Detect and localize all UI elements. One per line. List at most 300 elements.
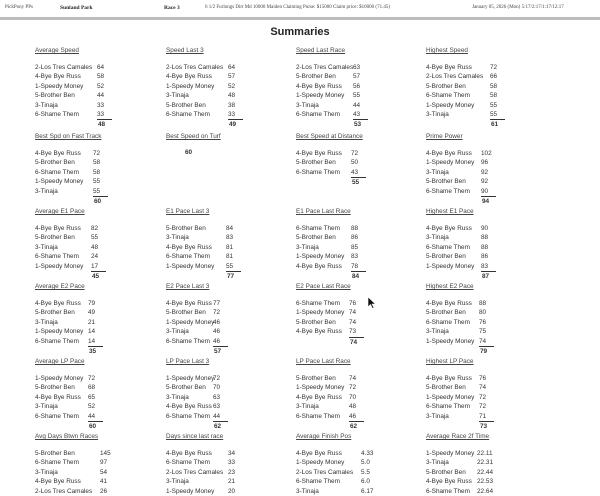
list-item	[35, 402, 163, 411]
block-title: E2 Pace Last 3	[166, 283, 210, 290]
horse-name: 6-Shame Them	[426, 403, 470, 411]
horse-value: 44	[88, 412, 96, 420]
horse-name: 6-Shame Them	[35, 253, 79, 261]
horse-value: 14	[88, 328, 96, 336]
horse-value: 90	[481, 187, 489, 195]
list-item	[35, 393, 163, 402]
horse-name: 4-Bye Bye Russ	[35, 73, 81, 81]
horse-name: 4-Bye Bye Russ	[35, 478, 81, 486]
list-item	[426, 412, 554, 421]
summary-block	[296, 132, 424, 186]
horse-name: 5-Brother Ben	[35, 92, 75, 100]
list-item	[35, 110, 163, 119]
horse-name: 4-Bye Bye Russ	[35, 393, 81, 401]
list-item	[35, 72, 163, 81]
horse-value: 77	[213, 300, 221, 307]
horse-name: 4-Bye Bye Russ	[166, 300, 212, 307]
horse-name: 4-Bye Bye Russ	[296, 393, 342, 401]
list-item	[166, 262, 294, 271]
list-item	[296, 383, 424, 392]
list-item	[296, 82, 424, 91]
summary-block	[166, 357, 294, 430]
list-item	[35, 177, 163, 186]
summary-block	[426, 46, 554, 128]
horse-value: 22.44	[477, 468, 493, 476]
horse-name: 3-Tinaja	[35, 468, 58, 476]
horse-value: 92	[481, 168, 489, 176]
summary-block	[426, 207, 554, 280]
horse-name: 1-Speedy Money	[296, 92, 345, 100]
horse-name: 4-Bye Bye Russ	[426, 300, 472, 307]
horse-value: 70	[213, 384, 221, 392]
horse-value: 64	[97, 64, 105, 71]
horse-name: 1-Speedy Money	[426, 262, 475, 270]
list-item	[296, 252, 424, 261]
list-item	[296, 110, 424, 119]
horse-value: 75	[479, 328, 487, 336]
list-item	[166, 327, 294, 336]
list-item	[426, 177, 554, 186]
list-item	[166, 477, 294, 486]
list-item	[426, 487, 554, 496]
block-title: Highest E2 Pace	[426, 283, 474, 290]
list-item	[35, 63, 163, 72]
horse-name: 5-Brother Ben	[426, 309, 466, 317]
list-item	[426, 449, 554, 458]
horse-value: 33	[97, 101, 105, 109]
list-item	[296, 449, 424, 458]
summary-block	[296, 282, 424, 346]
list-item	[166, 458, 294, 467]
list-item	[296, 299, 424, 308]
list-item	[426, 110, 554, 119]
horse-name: 6-Shame Them	[426, 243, 470, 251]
horse-name: 3-Tinaja	[296, 243, 319, 251]
block-title: Average Speed	[35, 47, 79, 54]
horse-value: 76	[479, 375, 487, 382]
horse-name: 4-Bye Bye Russ	[426, 225, 472, 232]
list-item	[166, 308, 294, 317]
summary-block	[296, 357, 424, 430]
horse-value: 97	[100, 459, 108, 467]
horse-name: 2-Los Tres Camales	[35, 487, 93, 495]
summary-block	[166, 432, 294, 496]
horse-value: 80	[479, 309, 487, 317]
horse-name: 3-Tinaja	[166, 393, 189, 401]
horse-name: 3-Tinaja	[296, 487, 319, 495]
horse-value: 52	[97, 82, 105, 90]
list-item	[426, 383, 554, 392]
horse-name: 4-Bye Bye Russ	[296, 82, 342, 90]
horse-name: 4-Bye Bye Russ	[35, 300, 81, 307]
horse-name: 5-Brother Ben	[35, 159, 75, 167]
block-average	[426, 271, 554, 280]
horse-value: 14	[88, 337, 96, 345]
list-item	[296, 318, 424, 327]
block-title: LP Pace Last Race	[296, 358, 351, 365]
summary-block	[296, 432, 424, 496]
horse-name: 5-Brother Ben	[166, 225, 206, 232]
list-item	[35, 101, 163, 110]
horse-name: 1-Speedy Money	[296, 309, 345, 317]
horse-name: 6-Shame Them	[426, 487, 470, 495]
horse-value: 63	[213, 403, 221, 411]
list-item	[296, 402, 424, 411]
horse-value: 74	[479, 384, 487, 392]
horse-name: 3-Tinaja	[35, 187, 58, 195]
list-item	[166, 393, 294, 402]
horse-value: 33	[228, 459, 236, 467]
block-title: Prime Power	[426, 133, 463, 140]
list-item	[35, 374, 163, 383]
horse-name: 4-Bye Bye Russ	[166, 243, 212, 251]
horse-name: 1-Speedy Money	[35, 375, 84, 382]
list-item	[166, 449, 294, 458]
horse-name: 1-Speedy Money	[426, 393, 475, 401]
horse-value: 72	[93, 150, 101, 157]
horse-value: 88	[481, 243, 489, 251]
block-title: E2 Pace Last Race	[296, 283, 351, 290]
list-item	[166, 374, 294, 383]
summary-block	[426, 432, 554, 496]
horse-value: 76	[349, 300, 357, 307]
horse-value: 72	[479, 403, 487, 411]
list-item	[166, 82, 294, 91]
average-value: 57	[213, 346, 228, 355]
horse-name: 1-Speedy Money	[426, 450, 475, 457]
list-item	[296, 168, 424, 177]
horse-value: 50	[351, 159, 359, 167]
list-item	[296, 393, 424, 402]
list-item	[296, 468, 424, 477]
list-item	[296, 243, 424, 252]
block-average	[296, 421, 424, 430]
average-value: 62	[349, 421, 364, 430]
horse-value: 57	[353, 73, 361, 81]
block-title: Average E1 Pace	[35, 208, 85, 215]
summary-block	[426, 132, 554, 205]
horse-value: 72	[479, 393, 487, 401]
horse-value: 74	[479, 337, 487, 345]
horse-value: 70	[349, 393, 357, 401]
horse-name: 3-Tinaja	[426, 328, 449, 336]
list-item	[426, 91, 554, 100]
summary-block	[426, 282, 554, 355]
horse-value: 48	[91, 243, 99, 251]
average-value: 61	[490, 119, 505, 128]
block-average	[35, 119, 163, 128]
horse-name: 1-Speedy Money	[35, 262, 84, 270]
list-item	[35, 308, 163, 317]
block-average	[166, 271, 294, 280]
average-value: 55	[351, 177, 366, 186]
list-item	[35, 477, 163, 486]
horse-value: 72	[213, 375, 221, 382]
block-average	[166, 346, 294, 355]
average-value: 73	[479, 421, 494, 430]
page-title: Summaries	[270, 26, 330, 38]
horse-value: 74	[349, 309, 357, 317]
list-item	[35, 233, 163, 242]
average-value: 84	[351, 271, 366, 280]
average-value: 94	[481, 196, 496, 205]
block-average	[166, 421, 294, 430]
horse-name: 2-Los Tres Camales	[296, 468, 354, 476]
horse-value: 33	[228, 110, 236, 118]
average-value: 35	[88, 346, 103, 355]
horse-value: 52	[228, 82, 236, 90]
horse-name: 2-Los Tres Camales	[426, 73, 484, 81]
list-item	[426, 468, 554, 477]
horse-value: 54	[100, 468, 108, 476]
horse-name: 2-Los Tres Camales	[296, 64, 354, 71]
horse-name: 4-Bye Bye Russ	[166, 450, 212, 457]
list-item	[296, 233, 424, 242]
horse-value: 46	[213, 337, 221, 345]
horse-value: 22.64	[477, 487, 493, 495]
horse-name: 6-Shame Them	[296, 412, 340, 420]
horse-name: 5-Brother Ben	[35, 450, 75, 457]
horse-value: 90	[481, 225, 489, 232]
horse-value: 72	[349, 384, 357, 392]
horse-name: 6-Shame Them	[35, 110, 79, 118]
horse-name: 3-Tinaja	[166, 328, 189, 336]
list-item	[35, 383, 163, 392]
horse-value: 44	[353, 101, 361, 109]
horse-name: 6-Shame Them	[426, 318, 470, 326]
list-item	[166, 383, 294, 392]
list-item	[35, 299, 163, 308]
horse-name: 1-Speedy Money	[426, 159, 475, 167]
horse-name: 6-Shame Them	[296, 168, 340, 176]
horse-name: 4-Bye Bye Russ	[166, 73, 212, 81]
block-title: Best Spd on Fast Track	[35, 133, 102, 140]
block-average	[35, 271, 163, 280]
list-item	[35, 487, 163, 496]
horse-value: 55	[226, 262, 234, 270]
horse-name: 6-Shame Them	[166, 253, 210, 261]
list-item	[35, 187, 163, 196]
horse-name: 5-Brother Ben	[426, 82, 466, 90]
list-item	[296, 374, 424, 383]
block-title: Speed Last Race	[296, 47, 346, 54]
horse-value: 46	[213, 318, 221, 326]
block-title: E1 Pace Last 3	[166, 208, 210, 215]
list-item	[166, 91, 294, 100]
summary-block	[35, 132, 163, 205]
horse-name: 1-Speedy Money	[296, 459, 345, 467]
horse-name: 4-Bye Bye Russ	[426, 375, 472, 382]
list-item	[166, 63, 294, 72]
horse-name: 5-Brother Ben	[35, 384, 75, 392]
horse-name: 3-Tinaja	[35, 101, 58, 109]
horse-name: 5-Brother Ben	[426, 468, 466, 476]
horse-name: 6-Shame Them	[296, 478, 340, 486]
horse-name: 3-Tinaja	[166, 92, 189, 100]
horse-name: 1-Speedy Money	[166, 262, 215, 270]
horse-value: 65	[88, 393, 96, 401]
horse-value: 72	[88, 375, 96, 382]
average-value: 49	[228, 119, 243, 128]
list-item	[296, 91, 424, 100]
mouse-cursor-icon	[368, 297, 376, 309]
horse-name: 5-Brother Ben	[426, 384, 466, 392]
summary-block	[35, 432, 163, 496]
race-conditions: 6 1/2 Furlongs Dirt Md 10000 Maiden Claiming Purse: $15000 Claim price: $10000 (71.45)	[205, 5, 390, 10]
list-item	[166, 110, 294, 119]
horse-value: 86	[351, 234, 359, 242]
average-value: 74	[349, 337, 364, 346]
horse-value: 44	[97, 92, 105, 100]
horse-name: 5-Brother Ben	[296, 73, 336, 81]
summary-block	[166, 132, 294, 156]
horse-name: 6-Shame Them	[426, 92, 470, 100]
list-item	[35, 327, 163, 336]
horse-name: 3-Tinaja	[426, 234, 449, 242]
horse-name: 1-Speedy Money	[296, 384, 345, 392]
summary-block	[35, 282, 163, 355]
block-title: Average E2 Pace	[35, 283, 85, 290]
horse-name: 4-Bye Bye Russ	[35, 225, 81, 232]
horse-name: 5-Brother Ben	[166, 384, 206, 392]
average-value: 87	[481, 271, 496, 280]
list-item	[166, 72, 294, 81]
horse-value: 71	[479, 412, 487, 420]
horse-value: 58	[97, 73, 105, 81]
horse-value: 6.17	[361, 487, 374, 495]
list-item	[35, 468, 163, 477]
horse-value: 38	[228, 101, 236, 109]
block-title: Days since last race	[166, 433, 224, 440]
horse-name: 5-Brother Ben	[296, 318, 336, 326]
horse-value: 82	[91, 225, 99, 232]
horse-name: 3-Tinaja	[35, 403, 58, 411]
horse-value: 88	[479, 300, 487, 307]
horse-name: 6-Shame Them	[35, 337, 79, 345]
horse-value: 58	[93, 168, 101, 176]
average-value: 53	[353, 119, 368, 128]
horse-value: 43	[353, 110, 361, 118]
block-title: E1 Pace Last Race	[296, 208, 351, 215]
list-item	[35, 82, 163, 91]
summary-block	[166, 46, 294, 128]
list-item	[166, 243, 294, 252]
horse-value: 76	[479, 318, 487, 326]
block-title: Best Speed at Distance	[296, 133, 363, 140]
horse-name: 1-Speedy Money	[35, 82, 84, 90]
block-average	[35, 346, 163, 355]
horse-value: 102	[481, 150, 492, 157]
horse-value: 21	[228, 478, 236, 486]
horse-name: 6-Shame Them	[166, 459, 210, 467]
list-item	[35, 449, 163, 458]
list-item	[296, 412, 424, 421]
list-item	[426, 402, 554, 411]
block-title: Average LP Pace	[35, 358, 85, 365]
block-average	[296, 177, 424, 186]
race-date: January 05, 2026 (Mon) 5:17/2:17/1:17/12:17	[472, 5, 564, 10]
list-item	[426, 374, 554, 383]
list-item	[35, 224, 163, 233]
summary-block	[35, 207, 163, 280]
list-item	[296, 262, 424, 271]
horse-name: 6-Shame Them	[426, 187, 470, 195]
list-item	[426, 299, 554, 308]
summary-block	[296, 207, 424, 280]
horse-value: 72	[351, 150, 359, 157]
track-name: Sunland Park	[60, 5, 93, 11]
horse-name: 5-Brother Ben	[296, 159, 336, 167]
horse-value: 66	[490, 73, 498, 81]
horse-name: 5-Brother Ben	[166, 309, 206, 317]
horse-name: 1-Speedy Money	[166, 487, 215, 495]
horse-value: 55	[490, 101, 498, 109]
horse-value: 43	[351, 168, 359, 176]
horse-value: 21	[88, 318, 96, 326]
horse-name: 1-Speedy Money	[166, 318, 215, 326]
list-item	[426, 149, 554, 158]
horse-value: 145	[100, 450, 111, 457]
block-average	[426, 421, 554, 430]
block-average	[426, 196, 554, 205]
horse-value: 78	[351, 262, 359, 270]
horse-name: 3-Tinaja	[296, 101, 319, 109]
horse-name: 5-Brother Ben	[35, 234, 75, 242]
horse-value: 58	[93, 159, 101, 167]
horse-name: 4-Bye Bye Russ	[35, 150, 81, 157]
list-item	[166, 252, 294, 261]
horse-name: 4-Bye Bye Russ	[426, 478, 472, 486]
horse-value: 22.11	[477, 450, 493, 457]
list-item	[166, 233, 294, 242]
horse-name: 3-Tinaja	[35, 318, 58, 326]
list-item	[426, 252, 554, 261]
horse-value: 86	[481, 253, 489, 261]
list-item	[426, 72, 554, 81]
horse-value: 72	[490, 64, 498, 71]
horse-name: 4-Bye Bye Russ	[296, 262, 342, 270]
horse-value: 55	[490, 110, 498, 118]
list-item	[426, 308, 554, 317]
horse-value: 85	[351, 243, 359, 251]
list-item	[426, 63, 554, 72]
horse-name: 3-Tinaja	[426, 168, 449, 176]
list-item	[426, 224, 554, 233]
horse-name: 1-Speedy Money	[166, 375, 215, 382]
horse-value: 84	[226, 225, 234, 232]
horse-name: 6-Shame Them	[296, 110, 340, 118]
list-item	[426, 262, 554, 271]
horse-value: 48	[228, 92, 236, 100]
horse-value: 52	[88, 403, 96, 411]
block-average	[166, 119, 294, 128]
horse-name: 6-Shame Them	[35, 412, 79, 420]
horse-value: 57	[228, 73, 236, 81]
list-item	[35, 412, 163, 421]
horse-name: 4-Bye Bye Russ	[426, 150, 472, 157]
block-title: Highest E1 Pace	[426, 208, 474, 215]
horse-name: 5-Brother Ben	[426, 253, 466, 261]
horse-value: 63	[213, 393, 221, 401]
horse-name: 6-Shame Them	[296, 300, 340, 307]
horse-value: 81	[226, 253, 234, 261]
horse-value: 68	[88, 384, 96, 392]
average-value: 62	[213, 421, 228, 430]
horse-value: 22.31	[477, 459, 493, 467]
block-average	[426, 119, 554, 128]
list-item	[35, 337, 163, 346]
horse-value: 22.53	[477, 478, 493, 486]
